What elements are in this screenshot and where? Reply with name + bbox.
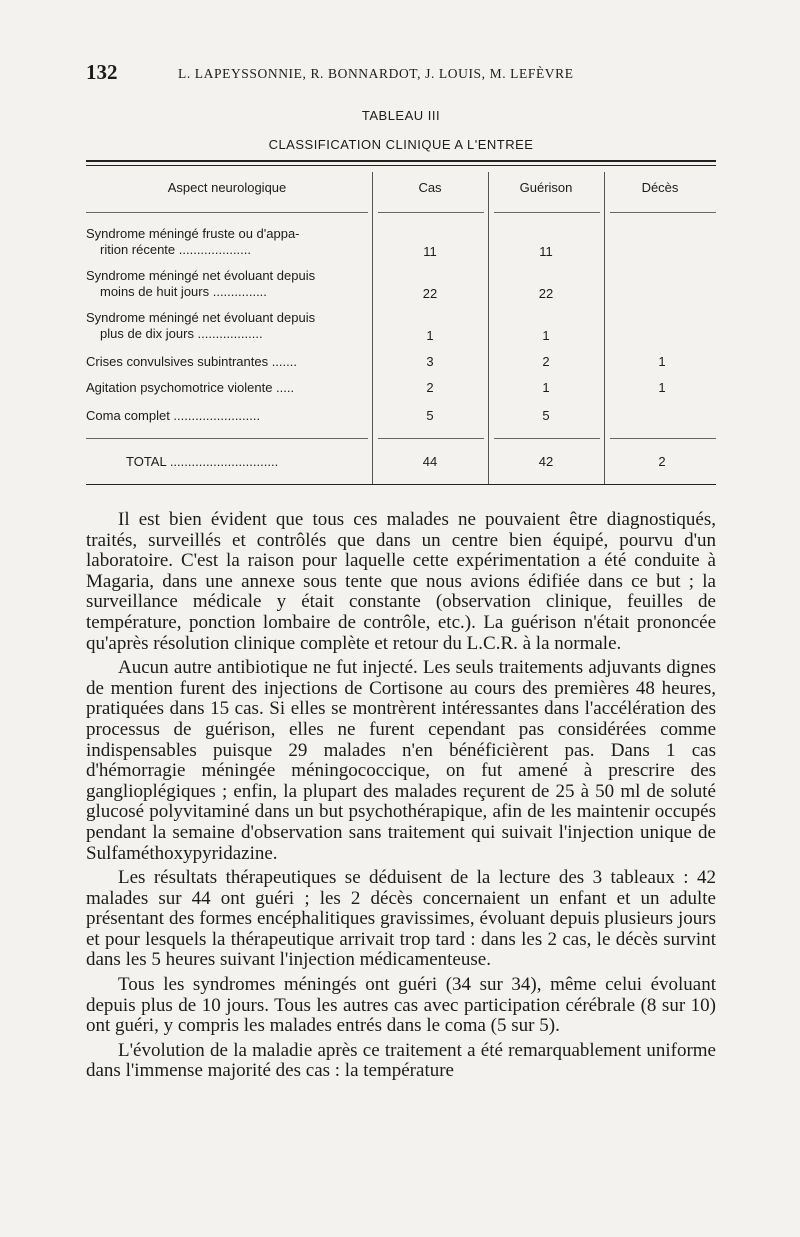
paragraph: Les résultats thérapeutiques se déduisent de la lecture des 3 tableaux : 42 malades sur 44 ont guéri ; les 2 décès concernaient un enfant et un adulte présentant des formes encéphalitiques gravissimes, évoluant depuis plusieurs jours et pour lesquels la thérapeutique arrivait trop tard : dans les 2 cas, le décès survint dans les 5 heures suivant l'injection médicamenteuse.: [86, 867, 716, 971]
table-row-label: [86, 310, 368, 342]
table-row-label: [86, 268, 368, 300]
table-row-label: Crises convulsives subintrantes .......: [86, 354, 297, 369]
bottom-rule: [86, 484, 716, 485]
column-header-guerison: Guérison: [519, 180, 573, 195]
cell-guerison: 5: [542, 408, 550, 423]
total-label: TOTAL ..............................: [126, 454, 279, 469]
cell-guerison: 2: [542, 354, 550, 369]
table-row-label: Coma complet ........................: [86, 408, 261, 423]
cell-guerison: 11: [539, 244, 553, 259]
cell-deces: 1: [658, 354, 666, 369]
table-row-label: Agitation psychomotrice violente .....: [86, 380, 295, 395]
cell-guerison: 22: [538, 286, 554, 301]
page-header: [86, 60, 726, 90]
running-head: L. LAPEYSSONNIE, R. BONNARDOT, J. LOUIS, M. LEFÈVRE: [178, 66, 574, 81]
cell-cas: 5: [426, 408, 434, 423]
total-cas: 44: [422, 454, 438, 469]
cell-cas: 11: [423, 244, 437, 259]
column-divider: [604, 172, 605, 484]
column-divider: [488, 172, 489, 484]
cell-cas: 3: [426, 354, 434, 369]
row-label-line: plus de dix jours ..................: [100, 326, 263, 341]
body-text: [86, 510, 716, 1086]
header-underline: [378, 212, 484, 213]
cell-cas: 2: [426, 380, 434, 395]
column-header-deces: Décès: [641, 180, 679, 195]
cell-cas: 1: [426, 328, 434, 343]
header-underline: [86, 212, 368, 213]
table-title: TABLEAU III: [361, 108, 441, 123]
row-label-line: Syndrome méningé net évoluant depuis: [86, 268, 316, 283]
total-separator: [86, 438, 368, 439]
table-row-label: [86, 226, 368, 258]
column-header-cas: Cas: [418, 180, 442, 195]
paragraph: Tous les syndromes méningés ont guéri (34 sur 34), même celui évoluant depuis plus de 10 jours. Tous les autres cas avec participation cérébrale (8 sur 10) ont guéri, y compris les malades entrés dans le coma (5 sur 5).: [86, 974, 716, 1037]
cell-guerison: 1: [542, 328, 550, 343]
top-rule-thin: [86, 165, 716, 166]
row-label-line: rition récente ....................: [100, 242, 251, 257]
total-separator: [610, 438, 716, 439]
column-divider: [372, 172, 373, 484]
total-separator: [494, 438, 600, 439]
classification-table: [86, 172, 716, 484]
row-label-line: Syndrome méningé fruste ou d'appa-: [86, 226, 300, 241]
column-header-aspect: Aspect neurologique: [167, 180, 287, 195]
header-underline: [610, 212, 716, 213]
header-underline: [494, 212, 600, 213]
cell-cas: 22: [422, 286, 438, 301]
total-deces: 2: [658, 454, 666, 469]
table-subtitle: CLASSIFICATION CLINIQUE A L'ENTREE: [268, 137, 534, 152]
total-guerison: 42: [538, 454, 554, 469]
row-label-line: moins de huit jours ...............: [100, 284, 267, 299]
paragraph: Aucun autre antibiotique ne fut injecté. Les seuls traitements adjuvants dignes de mention furent des injections de Cortisone au cours des premières 48 heures, pratiquées dans 15 cas. Si elles se montrèrent intéressantes dans l'accélération des processus de guérison, elles ne furent cependant pas considérées comme indispensables puisque 29 malades n'en bénéficièrent pas. Dans 1 cas d'hémorragie méningée méningococcique, on fut amené à prescrire des ganglioplégiques ; enfin, la plupart des malades reçurent de 25 à 50 ml de soluté glucosé polyvitaminé dans un but psychothérapique, afin de les maintenir occupés pendant la semaine d'observation sans traitement qui suivait l'injection unique de Sulfaméthoxypyridazine.: [86, 657, 716, 864]
page-number: 132: [86, 60, 118, 84]
paragraph: Il est bien évident que tous ces malades ne pouvaient être diagnostiqués, traités, surveillés et contrôlés que dans un centre bien équipé, pourvu d'un laboratoire. C'est la raison pour laquelle cette expérimentation a été conduite à Magaria, dans une annexe sous tente que nous avions édifiée dans ce but ; la surveillance médicale y était constante (observation clinique, feuilles de température, ponction lombaire de contrôle, etc.). La guérison n'était prononcée qu'après résolution clinique complète et retour du L.C.R. à la normale.: [86, 509, 716, 654]
top-rule: [86, 160, 716, 162]
cell-deces: 1: [658, 380, 666, 395]
paragraph: L'évolution de la maladie après ce traitement a été remarquablement uniforme dans l'immense majorité des cas : la température: [86, 1039, 716, 1082]
cell-guerison: 1: [542, 380, 550, 395]
row-label-line: Syndrome méningé net évoluant depuis: [86, 310, 316, 325]
total-separator: [378, 438, 484, 439]
